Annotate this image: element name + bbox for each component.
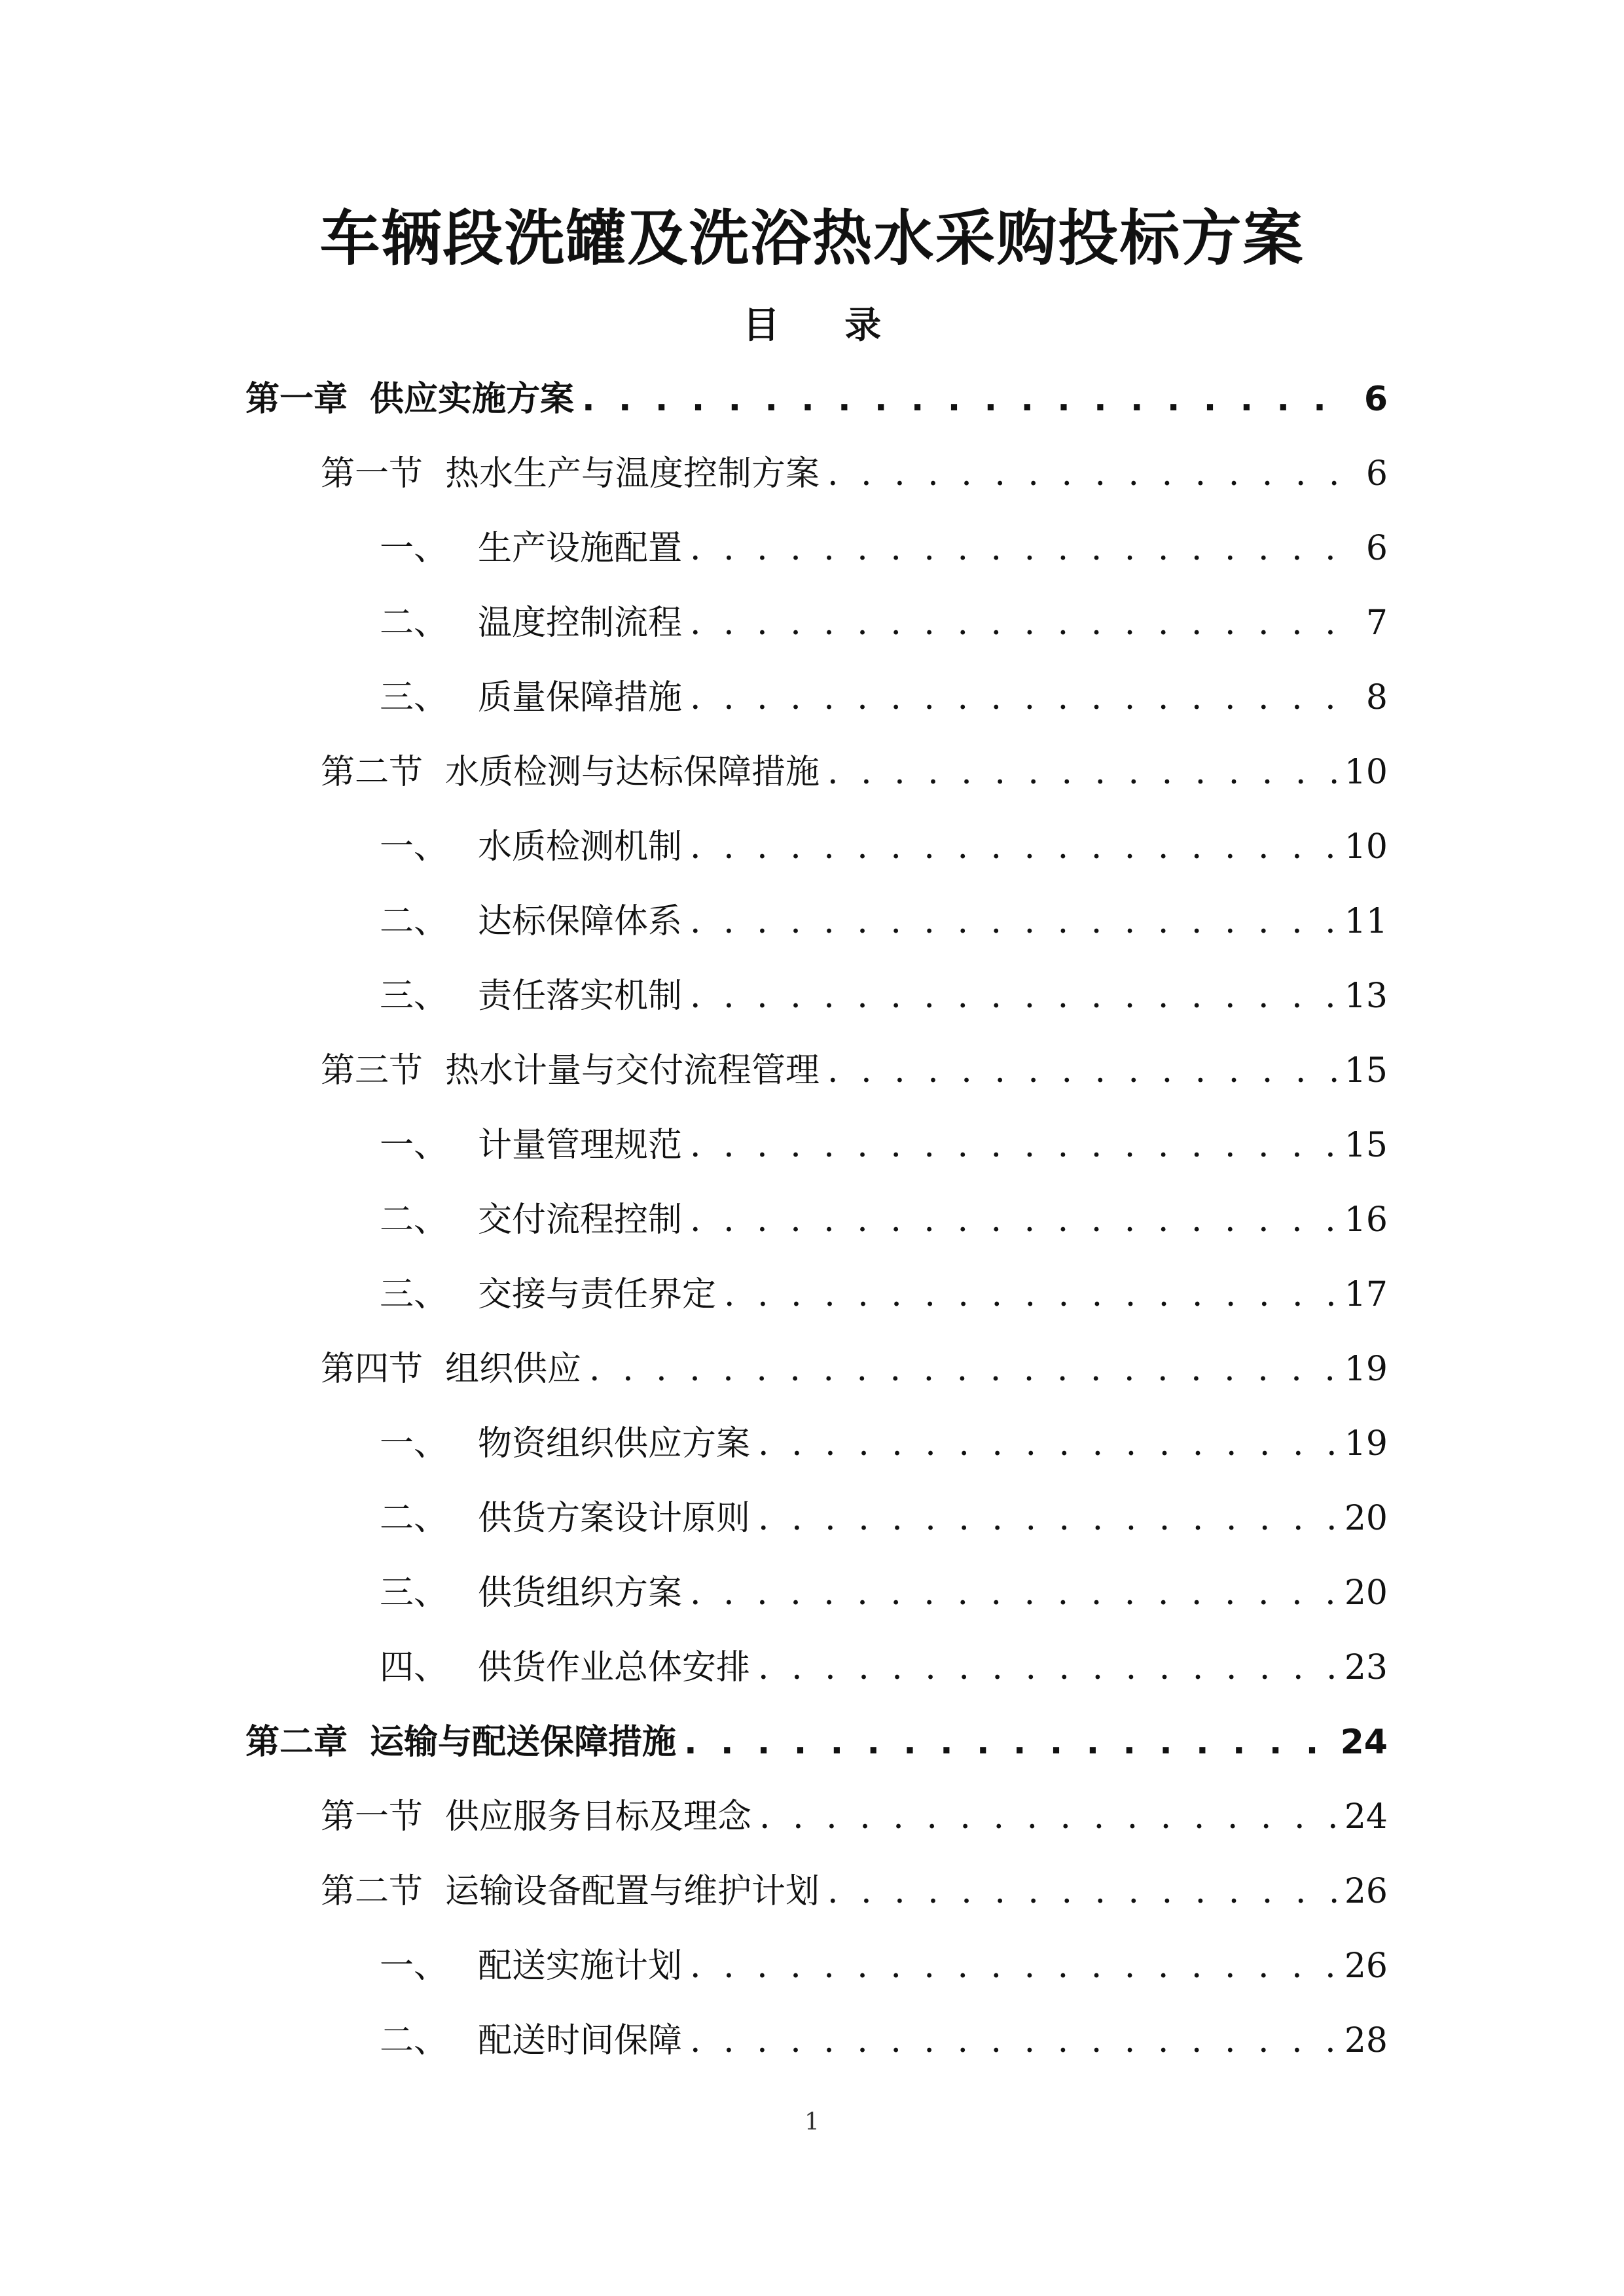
toc-entry-number: 四、 — [380, 1648, 448, 1687]
toc-heading: 目 录 — [742, 304, 908, 347]
toc-entry-number: 第一节 — [321, 1797, 424, 1837]
toc-dot-leader — [690, 889, 1337, 954]
toc-entry-page: 11 — [1344, 902, 1388, 941]
toc-entry[interactable] — [380, 1411, 1388, 1477]
toc-entry-page: 26 — [1344, 1946, 1388, 1986]
toc-entry-title: 交付流程控制 — [478, 1200, 683, 1240]
toc-entry-number: 第二节 — [321, 753, 424, 792]
toc-entry-page: 13 — [1344, 977, 1388, 1016]
toc-entry-page: 19 — [1344, 1350, 1388, 1389]
toc-entry-number: 二、 — [380, 1499, 448, 1538]
toc-entry-number: 一、 — [380, 827, 448, 867]
toc-entry[interactable] — [321, 740, 1388, 805]
toc-entry[interactable] — [245, 367, 1388, 432]
toc-entry-number: 二、 — [380, 1200, 448, 1240]
toc-dot-leader — [690, 1933, 1337, 1999]
toc-entry-title: 质量保障措施 — [478, 678, 683, 717]
toc-dot-leader — [690, 590, 1341, 656]
toc-entry-page: 10 — [1344, 827, 1388, 867]
toc-entry-number: 三、 — [380, 1573, 448, 1613]
toc-entry-page: 6 — [1363, 380, 1388, 419]
toc-dot-leader — [724, 1262, 1337, 1327]
toc-entry-number: 一、 — [380, 1126, 448, 1165]
toc-entry[interactable] — [380, 1560, 1388, 1626]
toc-entry-page: 7 — [1365, 603, 1388, 643]
toc-entry-title: 运输设备配置与维护计划 — [445, 1872, 820, 1911]
toc-entry-number: 第二节 — [321, 1872, 424, 1911]
toc-entry-number: 三、 — [380, 1275, 448, 1314]
toc-entry-page: 16 — [1344, 1200, 1388, 1240]
toc-entry-page: 10 — [1344, 753, 1388, 792]
toc-entry-page: 15 — [1344, 1126, 1388, 1165]
toc-dot-leader — [589, 1336, 1337, 1402]
toc-entry-title: 供应服务目标及理念 — [445, 1797, 752, 1837]
toc-entry-title: 计量管理规范 — [478, 1126, 683, 1165]
toc-entry-title: 物资组织供应方案 — [478, 1424, 751, 1463]
toc-entry-number: 第四节 — [321, 1350, 424, 1389]
toc-entry-title: 供应实施方案 — [370, 380, 575, 419]
toc-entry-page: 20 — [1344, 1499, 1388, 1538]
toc-dot-leader — [690, 1187, 1337, 1253]
toc-entry[interactable] — [321, 1336, 1388, 1402]
toc-dot-leader — [690, 1560, 1337, 1626]
toc-dot-leader — [684, 1710, 1333, 1775]
toc-entry[interactable] — [245, 1710, 1388, 1775]
toc-entry[interactable] — [380, 2008, 1388, 2073]
toc-entry-title: 运输与配送保障措施 — [370, 1723, 677, 1762]
toc-entry-number: 二、 — [380, 902, 448, 941]
toc-entry-number: 一、 — [380, 1424, 448, 1463]
toc-entry[interactable] — [380, 814, 1388, 880]
toc-entry-title: 供货方案设计原则 — [478, 1499, 751, 1538]
toc-entry-page: 24 — [1344, 1797, 1388, 1837]
toc-entry-number: 二、 — [380, 2021, 448, 2060]
toc-entry-number: 一、 — [380, 1946, 448, 1986]
toc-entry[interactable] — [380, 1933, 1388, 1999]
toc-entry-page: 17 — [1344, 1275, 1388, 1314]
toc-dot-leader — [582, 367, 1341, 432]
toc-entry-page: 20 — [1344, 1573, 1388, 1613]
toc-entry-page: 6 — [1365, 529, 1388, 568]
toc-dot-leader — [827, 1859, 1337, 1924]
toc-entry[interactable] — [380, 1486, 1388, 1551]
toc-entry-title: 热水生产与温度控制方案 — [445, 454, 820, 493]
toc-entry-number: 三、 — [380, 977, 448, 1016]
toc-dot-leader — [690, 814, 1337, 880]
toc-entry-title: 交接与责任界定 — [478, 1275, 717, 1314]
toc-dot-leader — [827, 441, 1341, 507]
toc-entry-title: 供货作业总体安排 — [478, 1648, 751, 1687]
toc-entry-title: 达标保障体系 — [478, 902, 683, 941]
toc-entry-number: 第二章 — [245, 1723, 348, 1762]
toc-entry-page: 8 — [1365, 678, 1388, 717]
toc-entry[interactable] — [380, 1262, 1388, 1327]
toc-dot-leader — [690, 1113, 1337, 1178]
toc-entry-title: 温度控制流程 — [478, 603, 683, 643]
toc-dot-leader — [690, 665, 1341, 730]
toc-entry-title: 水质检测与达标保障措施 — [445, 753, 820, 792]
toc-entry-number: 二、 — [380, 603, 448, 643]
toc-entry-number: 一、 — [380, 529, 448, 568]
toc-entry-page: 6 — [1365, 454, 1388, 493]
toc-entry-title: 水质检测机制 — [478, 827, 683, 867]
toc-dot-leader — [758, 1486, 1337, 1551]
toc-entry[interactable] — [380, 1635, 1388, 1700]
toc-entry[interactable] — [380, 665, 1388, 730]
toc-entry[interactable] — [321, 1784, 1388, 1850]
toc-entry-page: 19 — [1344, 1424, 1388, 1463]
toc-dot-leader — [827, 1038, 1337, 1103]
toc-entry-title: 组织供应 — [445, 1350, 582, 1389]
page-number: 1 — [804, 2109, 820, 2136]
toc-entry-title: 生产设施配置 — [478, 529, 683, 568]
toc-entry[interactable] — [380, 889, 1388, 954]
toc-entry-number: 第一节 — [321, 454, 424, 493]
toc-entry[interactable] — [321, 1859, 1388, 1924]
toc-entry[interactable] — [380, 963, 1388, 1029]
toc-entry-page: 28 — [1344, 2021, 1388, 2060]
toc-dot-leader — [758, 1411, 1337, 1477]
document-title: 车辆段洗罐及洗浴热水采购投标方案 — [319, 204, 1305, 274]
toc-dot-leader — [759, 1784, 1337, 1850]
toc-dot-leader — [690, 2008, 1337, 2073]
toc-entry[interactable] — [321, 441, 1388, 507]
toc-entry-title: 热水计量与交付流程管理 — [445, 1051, 820, 1090]
toc-dot-leader — [690, 963, 1337, 1029]
toc-entry[interactable] — [321, 1038, 1388, 1103]
toc-entry-page: 15 — [1344, 1051, 1388, 1090]
toc-dot-leader — [827, 740, 1337, 805]
toc-entry[interactable] — [380, 1113, 1388, 1178]
toc-entry[interactable] — [380, 1187, 1388, 1253]
toc-entry-title: 配送实施计划 — [478, 1946, 683, 1986]
toc-entry-page: 23 — [1344, 1648, 1388, 1687]
toc-entry-title: 责任落实机制 — [478, 977, 683, 1016]
toc-entry-number: 三、 — [380, 678, 448, 717]
toc-entry[interactable] — [380, 516, 1388, 581]
toc-entry-number: 第三节 — [321, 1051, 424, 1090]
toc-entry-title: 供货组织方案 — [478, 1573, 683, 1613]
toc-entry[interactable] — [380, 590, 1388, 656]
toc-entry-page: 26 — [1344, 1872, 1388, 1911]
toc-dot-leader — [758, 1635, 1337, 1700]
toc-entry-page: 24 — [1340, 1723, 1388, 1762]
toc-entry-title: 配送时间保障 — [478, 2021, 683, 2060]
toc-dot-leader — [690, 516, 1341, 581]
toc-entry-number: 第一章 — [245, 380, 348, 419]
